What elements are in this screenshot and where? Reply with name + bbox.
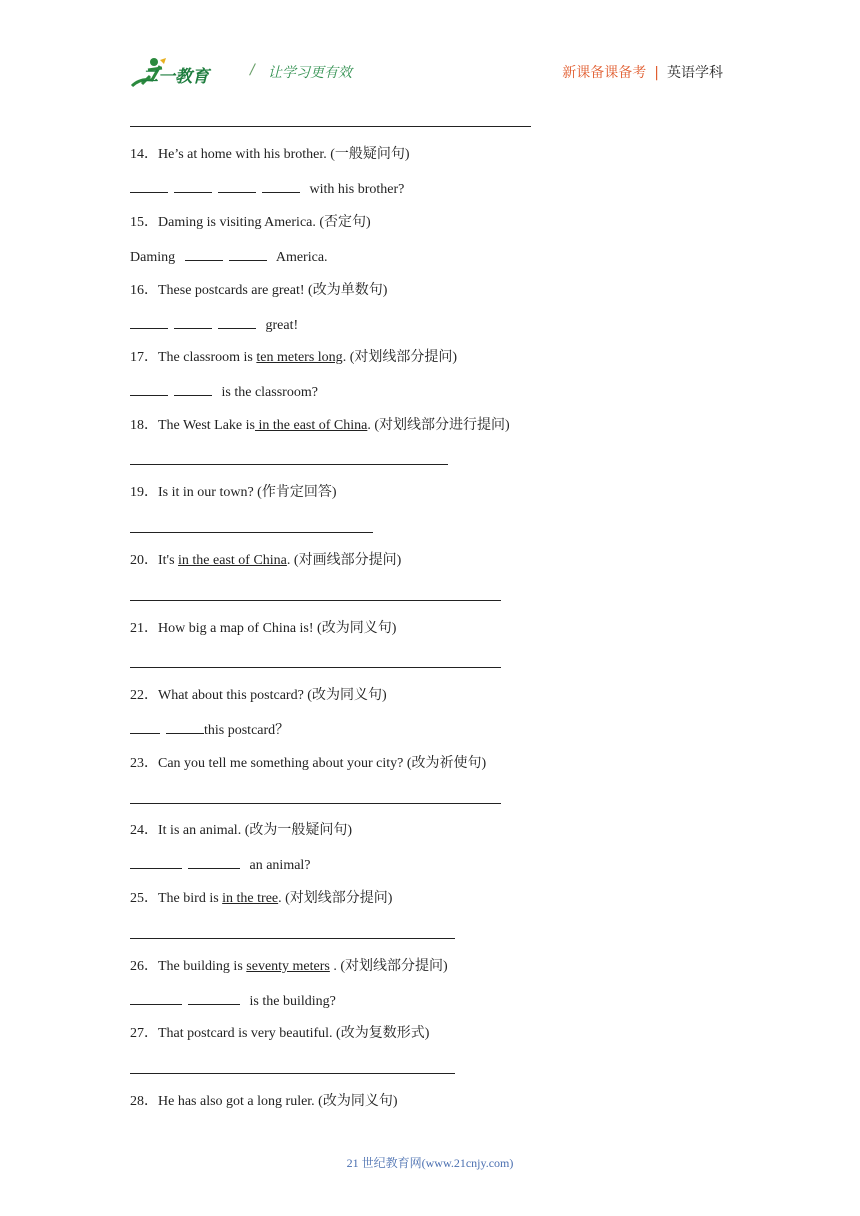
question-number: 22．: [130, 688, 158, 703]
question-text: It's: [158, 553, 179, 568]
question-text: How big a map of China is! (改为同义句): [158, 621, 397, 636]
answer-blank[interactable]: [218, 316, 256, 329]
question-text: Can you tell me something about your city? (改为祈使句): [158, 756, 487, 771]
answer-blank[interactable]: [130, 721, 160, 734]
answer-line[interactable]: [130, 464, 448, 465]
question-text: It is an animal. (改为一般疑问句): [158, 823, 353, 838]
answer-line[interactable]: [130, 803, 501, 804]
answer-blank[interactable]: [262, 180, 300, 193]
underlined-phrase: ten meters long: [256, 350, 343, 365]
answer-blank[interactable]: [174, 383, 212, 396]
question-number: 21．: [130, 621, 158, 636]
question-15: [130, 214, 371, 232]
underlined-phrase: in the east of China: [254, 418, 368, 433]
question-number: 23．: [130, 756, 158, 771]
question-17: [130, 349, 457, 367]
slogan: 让学习更有效: [268, 65, 352, 81]
answer-tail: an animal?: [249, 858, 311, 873]
question-19: [130, 484, 336, 502]
answer-blank[interactable]: [185, 248, 223, 261]
answer-blank[interactable]: [188, 992, 240, 1005]
question-26: [130, 958, 448, 976]
question-instruction: . (对划线部分提问): [329, 959, 448, 974]
question-text: That postcard is very beautiful. (改为复数形式): [158, 1026, 430, 1041]
answer-blank[interactable]: [166, 721, 204, 734]
question-text: He’s at home with his brother. (一般疑问句): [158, 147, 410, 162]
question-number: 14．: [130, 147, 158, 162]
slogan-separator: /: [250, 62, 255, 78]
question-number: 20．: [130, 553, 158, 568]
question-number: 17．: [130, 350, 158, 365]
question-23: [130, 755, 486, 773]
header-right: [562, 62, 723, 82]
answer-tail: with his brother?: [309, 182, 405, 197]
answer-26: [130, 992, 336, 1011]
question-number: 28．: [130, 1094, 158, 1109]
question-18: [130, 417, 510, 435]
question-text: Daming is visiting America. (否定句): [158, 215, 371, 230]
answer-line: [130, 126, 531, 127]
question-22: [130, 687, 387, 705]
answer-line[interactable]: [130, 938, 455, 939]
answer-blank[interactable]: [174, 180, 212, 193]
question-text: What about this postcard? (改为同义句): [158, 688, 387, 703]
answer-tail: is the building?: [249, 994, 336, 1009]
answer-head: Daming: [130, 250, 176, 265]
answer-blank[interactable]: [130, 992, 182, 1005]
question-instruction: . (对划线部分进行提问): [367, 418, 510, 433]
question-number: 18．: [130, 418, 158, 433]
answer-blank[interactable]: [130, 316, 168, 329]
question-text: The classroom is: [158, 350, 257, 365]
question-instruction: . (对划线部分提问): [342, 350, 458, 365]
answer-line[interactable]: [130, 532, 373, 533]
answer-line[interactable]: [130, 1073, 455, 1074]
answer-blank[interactable]: [130, 180, 168, 193]
question-text: The building is: [158, 959, 247, 974]
answer-17: [130, 383, 318, 402]
header-divider: |: [654, 65, 659, 81]
underlined-phrase: seventy meters: [246, 959, 330, 974]
question-16: [130, 282, 387, 300]
answer-blank[interactable]: [130, 383, 168, 396]
answer-tail: this postcard？: [204, 723, 290, 738]
answer-blank[interactable]: [218, 180, 256, 193]
answer-line[interactable]: [130, 667, 501, 668]
question-text: Is it in our town? (作肯定回答): [158, 485, 337, 500]
answer-blank[interactable]: [188, 856, 240, 869]
answer-blank[interactable]: [130, 856, 182, 869]
answer-blank[interactable]: [174, 316, 212, 329]
underlined-phrase: in the east of China: [178, 553, 287, 568]
question-28: [130, 1093, 398, 1111]
question-text: The bird is: [158, 891, 223, 906]
answer-22: [130, 721, 289, 740]
answer-tail: America.: [275, 250, 328, 265]
question-number: 26．: [130, 959, 158, 974]
answer-tail: is the classroom?: [221, 385, 318, 400]
logo-text: 二一教育: [141, 67, 209, 87]
answer-24: [130, 856, 311, 875]
answer-15: [130, 248, 328, 267]
question-instruction: . (对画线部分提问): [286, 553, 402, 568]
question-text: He has also got a long ruler. (改为同义句): [158, 1094, 398, 1109]
underlined-phrase: in the tree: [222, 891, 279, 906]
answer-tail: great!: [265, 318, 299, 333]
question-number: 15．: [130, 215, 158, 230]
course-label: 新课备课备考: [562, 65, 647, 81]
question-number: 19．: [130, 485, 158, 500]
question-instruction: . (对划线部分提问): [278, 891, 393, 906]
question-21: [130, 620, 396, 638]
question-number: 27．: [130, 1026, 158, 1041]
question-number: 25．: [130, 891, 158, 906]
question-number: 16．: [130, 283, 158, 298]
question-24: [130, 822, 352, 840]
question-number: 24．: [130, 823, 158, 838]
question-text: These postcards are great! (改为单数句): [158, 283, 388, 298]
question-14: [130, 146, 410, 164]
page-header: [0, 0, 860, 100]
answer-16: [130, 316, 298, 335]
answer-line[interactable]: [130, 600, 501, 601]
question-20: [130, 552, 401, 570]
page-footer: 21 世纪教育网(www.21cnjy.com): [346, 1156, 514, 1170]
subject-label: 英语学科: [667, 65, 723, 81]
question-text: The West Lake is: [158, 418, 255, 433]
question-25: [130, 890, 392, 908]
question-27: [130, 1025, 429, 1043]
answer-14: [130, 180, 404, 199]
answer-blank[interactable]: [229, 248, 267, 261]
